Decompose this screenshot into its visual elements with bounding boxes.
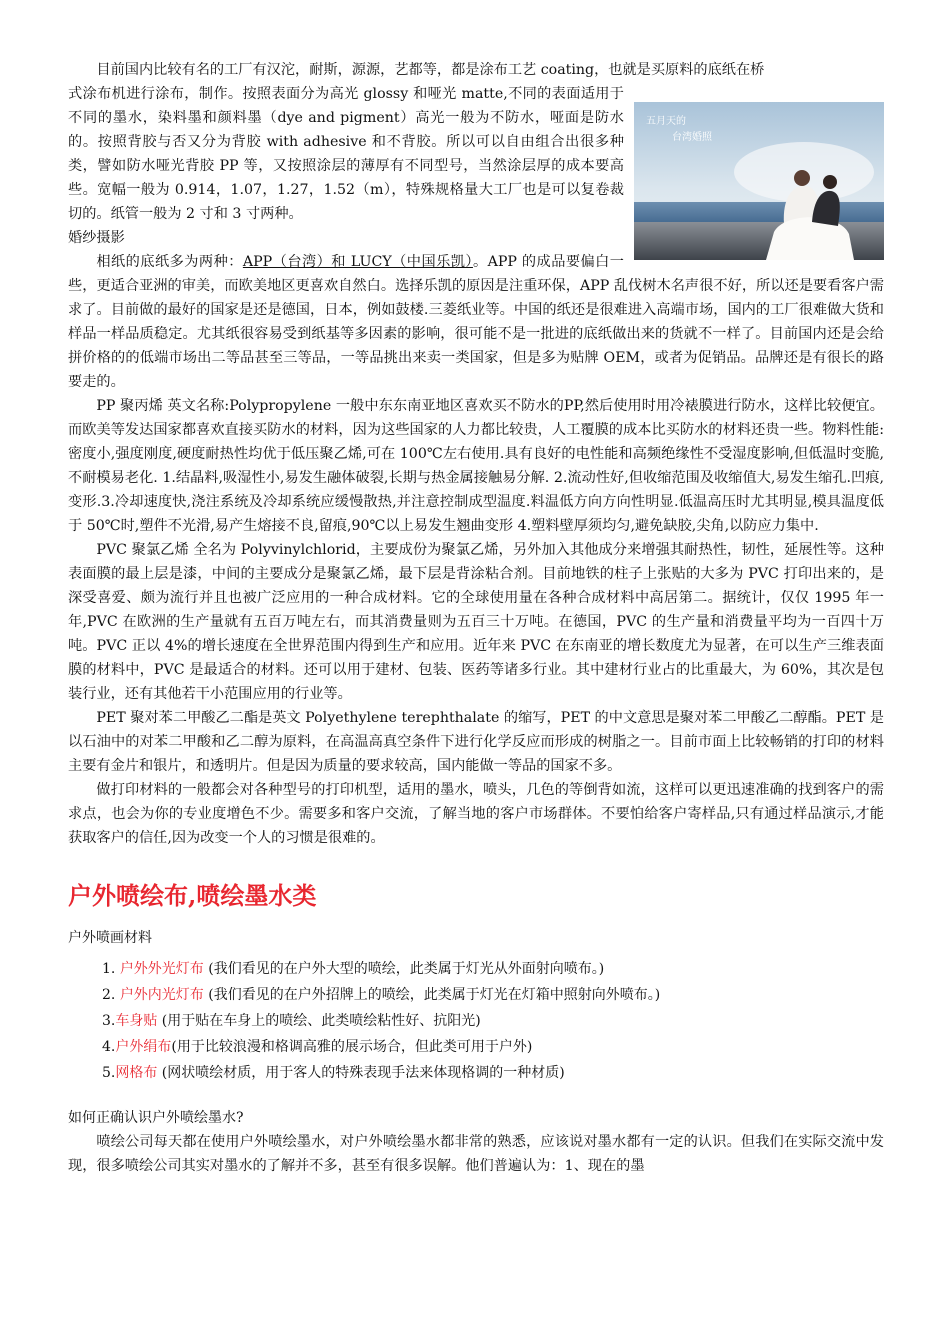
paper-base-rest: 。APP 的成品要偏白一些，更适合亚洲的审美，而欧美地区更喜欢自然白。选择乐凯的原因是注重环保，APP 乱伐树木名声很不好，所以还是要看客户需求了。目前做的最好的国家是还是德国，日本，例如鼓楼.三菱纸业等。中国的纸还是很难进入高端市场，国内的工厂很难做大货和样品一样品质稳定。尤其纸很容易受到纸基等多因素的影响，很可能不是一批进的底纸做出来的货就不一样了。目前国内还是会给拼价格的的低端市场出二等品甚至三等品，一等品挑出来卖一类国家，但是多为贴牌 OEM，或者为促销品。品牌还是有很长的路要走的。 (68, 254, 884, 390)
photo-overlay-text-2: 台湾婚照 (672, 132, 712, 143)
pet-paragraph: PET 聚对苯二甲酸乙二酯是英文 Polyethylene terephthalate 的缩写，PET 的中文意思是聚对苯二甲酸乙二醇酯。PET 是以石油中的对苯二甲酸和乙二醇为原料，在高温高真空条件下进行化学反应而形成的树脂之一。目前市面上比较畅销的打印的材料主要有金片和银片，和透明片。但是因为质量的要求较高，国内能做一等品的国家不多。 (68, 710, 884, 774)
question-heading: 如何正确认识户外喷绘墨水? (68, 1110, 244, 1126)
advice-paragraph: 做打印材料的一般都会对各种型号的打印机型，适用的墨水，喷头，几色的等倒背如流，这样可以更迅速准确的找到客户的需求点，也会为你的专业度增色不少。需要多和客户交流，了解当地的客户市场群体。不要怕给客户寄样品,只有通过样品演示,才能获取客户的信任,因为改变一个人的习惯是很难的。 (68, 782, 884, 846)
list-item: 3.车身贴 (用于贴在车身上的喷绘、此类喷绘粘性好、抗阳光) (102, 1013, 481, 1029)
material-name[interactable]: 户外外光灯布 (119, 961, 204, 977)
paper-base-brands: APP（台湾）和 LUCY（中国乐凯） (242, 254, 473, 270)
document-page (68, 58, 884, 1178)
material-name[interactable]: 车身贴 (115, 1013, 158, 1029)
material-name[interactable]: 户外内光灯布 (119, 987, 204, 1003)
material-name[interactable]: 户外绢布 (115, 1039, 172, 1055)
paper-base-paragraph (68, 250, 884, 394)
list-item: 5.网格布 (网状喷绘材质，用于客人的特殊表现手法来体现格调的一种材质) (102, 1065, 565, 1081)
list-item: 2. 户外内光灯布 (我们看见的在户外招牌上的喷绘，此类属于灯光在灯箱中照射向外喷布。) (102, 987, 661, 1003)
material-name[interactable]: 网格布 (115, 1065, 158, 1081)
photo-overlay-text-1: 五月天的 (646, 116, 686, 127)
section-heading: 户外喷绘布,喷绘墨水类 (68, 881, 317, 910)
list-item: 4.户外绢布(用于比较浪漫和格调高雅的展示场合，但此类可用于户外) (102, 1039, 533, 1055)
material-list (68, 956, 884, 1086)
ink-paragraph: 喷绘公司每天都在使用户外喷绘墨水，对户外喷绘墨水都非常的熟悉，应该说对墨水都有一定的认识。但我们在实际交流中发现，很多喷绘公司其实对墨水的了解并不多，甚至有很多误解。他们普遍认为：1、现在的墨 (68, 1134, 884, 1174)
paper-base-lead: 相纸的底纸多为两种： (96, 254, 243, 270)
pvc-paragraph: PVC 聚氯乙烯 全名为 Polyvinylchlorid，主要成份为聚氯乙烯，另外加入其他成分来增强其耐热性，韧性，延展性等。这种表面膜的最上层是漆，中间的主要成分是聚氯乙烯，最下层是背涂粘合剂。目前地铁的柱子上张贴的大多为 PVC 打印出来的，是深受喜爱、颇为流行并且也被广泛应用的一种合成材料。它的全球使用量在各种合成材料中高居第二。据统计，仅仅 1995 年一年,PVC 在欧洲的生产量就有五百万吨左右，而其消费量则为五百三十万吨。在德国，PVC 的生产量和消费量平均为一百四十万吨。PVC 正以 4%的增长速度在全世界范围内得到生产和应用。近年来 PVC 在东南亚的增长数度尤为显著，在可以生产三维表面膜的材料中，PVC 是最适合的材料。还可以用于建材、包装、医药等诸多行业。其中建材行业占的比重最大，为 60%，其次是包装行业，还有其他若干小范围应用的行业等。 (68, 542, 884, 702)
wedding-photo (634, 102, 884, 260)
wedding-photo-image (634, 102, 884, 260)
pp-paragraph: PP 聚丙烯 英文名称:Polypropylene 一般中东东南亚地区喜欢买不防水的PP,然后使用时用冷裱膜进行防水，这样比较便宜。而欧美等发达国家都喜欢直接买防水的材料，因为这些国家的人力都比较贵，人工覆膜的成本比买防水的材料还贵一些。物料性能:密度小,强度刚度,硬度耐热性均优于低压聚乙烯,可在 100℃左右使用.具有良好的电性能和高频绝缘性不受湿度影响,但低温时变脆,不耐模易老化. 1.结晶料,吸湿性小,易发生融体破裂,长期与热金属接触易分解. 2.流动性好,但收缩范围及收缩值大,易发生缩孔.凹痕,变形.3.冷却速度快,浇注系统及冷却系统应缓慢散热,并注意控制成型温度.料温低方向方向性明显.低温高压时尤其明显,模具温度低于 50℃时,塑件不光滑,易产生熔接不良,留痕,90℃以上易发生翘曲变形 4.塑料壁厚须均匀,避免缺胶,尖角,以防应力集中. (68, 398, 884, 534)
intro-paragraph-rest: 式涂布机进行涂布，制作。按照表面分为高光 glossy 和哑光 matte,不同的表面适用于不同的墨水，染料墨和颜料墨（dye and pigment）高光一般为不防水，哑面是防水的。按照背胶与否又分为背胶 with adhesive 和不背胶。所以可以自由组合出很多种类，譬如防水哑光背胶 PP 等，又按照涂层的薄厚有不同型号，当然涂层厚的成本要高些。宽幅一般为 0.914，1.07，1.27，1.52（m），特殊规格量大工厂也是可以复卷裁切的。纸管一般为 2 寸和 3 寸两种。 (68, 86, 624, 222)
intro-paragraph-line1: 目前国内比较有名的工厂有汉沱，耐斯，源源，艺都等，都是涂布工艺 coating，也就是买原料的底纸在桥 (96, 62, 765, 78)
image-caption: 婚纱摄影 (68, 230, 125, 246)
section-subheading: 户外喷画材料 (68, 930, 152, 946)
list-item: 1. 户外外光灯布 (我们看见的在户外大型的喷绘，此类属于灯光从外面射向喷布。) (102, 961, 605, 977)
